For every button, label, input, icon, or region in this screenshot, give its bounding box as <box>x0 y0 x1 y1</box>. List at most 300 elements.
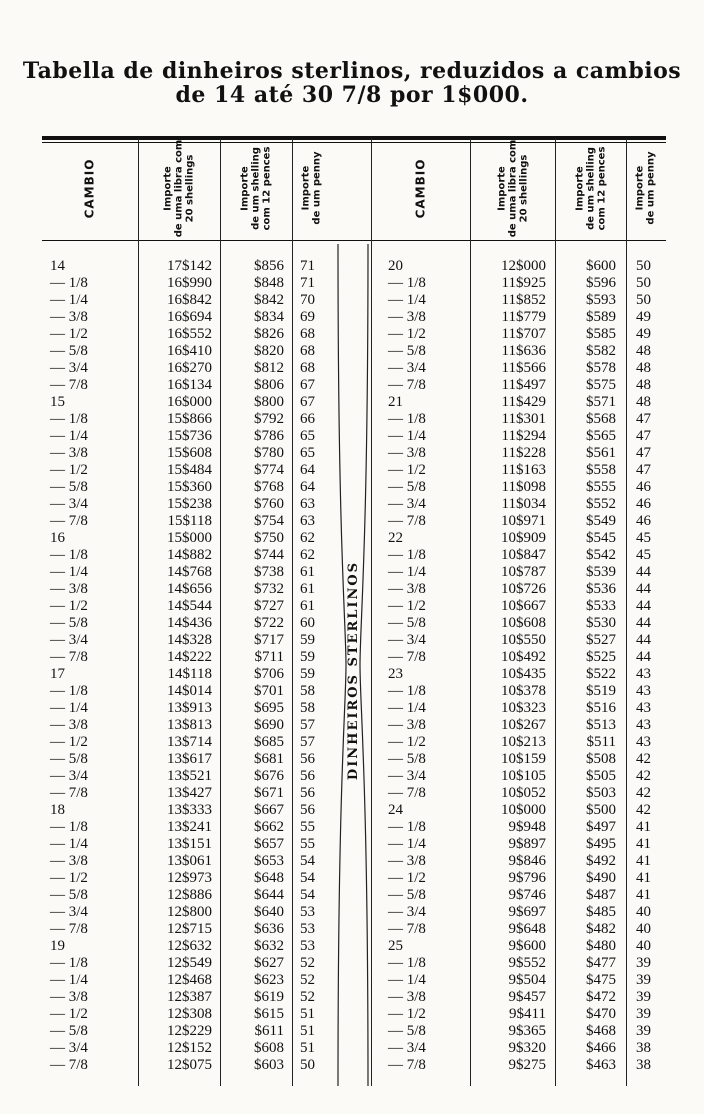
shelling-value-cell: $525 <box>586 649 616 665</box>
shelling-value-cell: $585 <box>586 326 616 342</box>
libra-value-cell: 14$436 <box>167 615 212 631</box>
shelling-value-cell: $582 <box>586 343 616 359</box>
shelling-value-cell: $472 <box>586 989 616 1005</box>
header-cambio-left <box>42 138 138 238</box>
libra-value-cell: 9$846 <box>508 853 546 869</box>
libra-value-cell: 12$632 <box>167 938 212 954</box>
penny-value-cell: 43 <box>636 683 651 699</box>
header-cambio-label: CAMBIO <box>412 158 427 218</box>
shelling-value-cell: $671 <box>254 785 284 801</box>
libra-value-cell: 13$714 <box>167 734 212 750</box>
penny-value-cell: 46 <box>636 513 651 529</box>
cambio-cell: — 3/4 <box>388 904 426 920</box>
libra-value-cell: 10$213 <box>501 734 546 750</box>
libra-value-cell: 12$549 <box>167 955 212 971</box>
cambio-cell: — 1/8 <box>50 955 88 971</box>
column-divider <box>220 138 221 1086</box>
cambio-cell: — 3/4 <box>388 1040 426 1056</box>
libra-value-cell: 11$497 <box>501 377 546 393</box>
shelling-value-cell: $681 <box>254 751 284 767</box>
libra-value-cell: 9$948 <box>508 819 546 835</box>
penny-value-cell: 64 <box>300 462 315 478</box>
cambio-cell: 25 <box>388 938 403 954</box>
penny-value-cell: 48 <box>636 343 651 359</box>
penny-value-cell: 61 <box>300 598 315 614</box>
shelling-value-cell: $685 <box>254 734 284 750</box>
header-libra-left <box>138 138 220 238</box>
libra-value-cell: 10$787 <box>501 564 546 580</box>
penny-value-cell: 57 <box>300 734 315 750</box>
cambio-cell: — 5/8 <box>388 887 426 903</box>
libra-value-cell: 14$118 <box>167 666 212 682</box>
libra-value-cell: 13$617 <box>167 751 212 767</box>
libra-value-cell: 11$228 <box>501 445 546 461</box>
cambio-cell: — 3/4 <box>388 360 426 376</box>
penny-value-cell: 43 <box>636 666 651 682</box>
penny-value-cell: 62 <box>300 547 315 563</box>
cambio-cell: — 3/8 <box>50 445 88 461</box>
penny-value-cell: 70 <box>300 292 315 308</box>
shelling-value-cell: $848 <box>254 275 284 291</box>
shelling-value-cell: $800 <box>254 394 284 410</box>
shelling-value-cell: $690 <box>254 717 284 733</box>
libra-value-cell: 9$600 <box>508 938 546 954</box>
libra-value-cell: 9$504 <box>508 972 546 988</box>
cambio-cell: — 1/4 <box>50 428 88 444</box>
cambio-cell: — 1/4 <box>388 564 426 580</box>
cambio-cell: — 5/8 <box>388 1023 426 1039</box>
shelling-value-cell: $662 <box>254 819 284 835</box>
header-libra-line: Importe <box>162 165 174 211</box>
cambio-cell: — 1/2 <box>388 734 426 750</box>
header-penny-line: de um penny <box>312 151 324 225</box>
cambio-cell: — 1/2 <box>50 870 88 886</box>
shelling-value-cell: $792 <box>254 411 284 427</box>
shelling-value-cell: $727 <box>254 598 284 614</box>
shelling-value-cell: $497 <box>586 819 616 835</box>
penny-value-cell: 51 <box>300 1040 315 1056</box>
libra-value-cell: 12$886 <box>167 887 212 903</box>
penny-value-cell: 56 <box>300 785 315 801</box>
libra-value-cell: 15$608 <box>167 445 212 461</box>
cambio-cell: — 3/8 <box>50 717 88 733</box>
libra-value-cell: 17$142 <box>167 258 212 274</box>
penny-value-cell: 38 <box>636 1040 651 1056</box>
libra-value-cell: 9$275 <box>508 1057 546 1073</box>
shelling-value-cell: $667 <box>254 802 284 818</box>
shelling-value-cell: $644 <box>254 887 284 903</box>
libra-value-cell: 13$061 <box>167 853 212 869</box>
penny-value-cell: 44 <box>636 649 651 665</box>
libra-value-cell: 9$697 <box>508 904 546 920</box>
libra-value-cell: 14$656 <box>167 581 212 597</box>
table-title-line-1: Tabella de dinheiros sterlinos, reduzidos a cambios <box>22 58 682 84</box>
penny-value-cell: 59 <box>300 649 315 665</box>
penny-value-cell: 47 <box>636 462 651 478</box>
libra-value-cell: 16$134 <box>167 377 212 393</box>
header-shelling-line: Importe <box>574 165 586 211</box>
shelling-value-cell: $754 <box>254 513 284 529</box>
libra-value-cell: 15$866 <box>167 411 212 427</box>
cambio-cell: — 3/4 <box>50 768 88 784</box>
shelling-value-cell: $533 <box>586 598 616 614</box>
penny-value-cell: 53 <box>300 921 315 937</box>
penny-value-cell: 44 <box>636 615 651 631</box>
penny-value-cell: 54 <box>300 870 315 886</box>
cambio-cell: — 1/8 <box>388 955 426 971</box>
libra-value-cell: 10$435 <box>501 666 546 682</box>
libra-value-cell: 12$075 <box>167 1057 212 1073</box>
libra-value-cell: 10$847 <box>501 547 546 563</box>
header-shelling-line: com 12 pences <box>596 146 608 230</box>
penny-value-cell: 43 <box>636 734 651 750</box>
cambio-cell: — 3/8 <box>50 853 88 869</box>
shelling-value-cell: $536 <box>586 581 616 597</box>
shelling-value-cell: $575 <box>586 377 616 393</box>
cambio-cell: — 1/8 <box>50 547 88 563</box>
shelling-value-cell: $545 <box>586 530 616 546</box>
shelling-value-cell: $780 <box>254 445 284 461</box>
libra-value-cell: 12$715 <box>167 921 212 937</box>
shelling-value-cell: $568 <box>586 411 616 427</box>
libra-value-cell: 9$897 <box>508 836 546 852</box>
libra-value-cell: 10$909 <box>501 530 546 546</box>
cambio-cell: — 1/4 <box>388 972 426 988</box>
shelling-value-cell: $511 <box>586 734 616 750</box>
penny-value-cell: 43 <box>636 700 651 716</box>
table-title-line-2: de 14 até 30 7/8 por 1$000. <box>175 82 529 108</box>
shelling-value-cell: $744 <box>254 547 284 563</box>
shelling-value-cell: $611 <box>254 1023 284 1039</box>
shelling-value-cell: $760 <box>254 496 284 512</box>
penny-value-cell: 55 <box>300 836 315 852</box>
libra-value-cell: 13$241 <box>167 819 212 835</box>
penny-value-cell: 39 <box>636 955 651 971</box>
libra-value-cell: 10$550 <box>501 632 546 648</box>
shelling-value-cell: $503 <box>586 785 616 801</box>
shelling-value-cell: $475 <box>586 972 616 988</box>
cambio-cell: — 7/8 <box>50 377 88 393</box>
cambio-cell: — 1/2 <box>388 326 426 342</box>
shelling-value-cell: $619 <box>254 989 284 1005</box>
libra-value-cell: 11$098 <box>501 479 546 495</box>
libra-value-cell: 12$152 <box>167 1040 212 1056</box>
libra-value-cell: 15$484 <box>167 462 212 478</box>
libra-value-cell: 10$105 <box>501 768 546 784</box>
penny-value-cell: 45 <box>636 547 651 563</box>
cambio-cell: — 1/2 <box>388 462 426 478</box>
penny-value-cell: 53 <box>300 904 315 920</box>
cambio-cell: — 5/8 <box>50 1023 88 1039</box>
penny-value-cell: 45 <box>636 530 651 546</box>
cambio-cell: — 1/8 <box>388 683 426 699</box>
libra-value-cell: 16$410 <box>167 343 212 359</box>
penny-value-cell: 67 <box>300 394 315 410</box>
shelling-value-cell: $495 <box>586 836 616 852</box>
libra-value-cell: 14$544 <box>167 598 212 614</box>
penny-value-cell: 60 <box>300 615 315 631</box>
cambio-cell: 17 <box>50 666 65 682</box>
shelling-value-cell: $826 <box>254 326 284 342</box>
cambio-cell: 15 <box>50 394 65 410</box>
libra-value-cell: 13$813 <box>167 717 212 733</box>
libra-value-cell: 10$267 <box>501 717 546 733</box>
libra-value-cell: 10$323 <box>501 700 546 716</box>
shelling-value-cell: $492 <box>586 853 616 869</box>
header-cambio-label: CAMBIO <box>82 158 97 218</box>
cambio-cell: — 3/8 <box>50 581 88 597</box>
penny-value-cell: 69 <box>300 309 315 325</box>
shelling-value-cell: $539 <box>586 564 616 580</box>
shelling-value-cell: $615 <box>254 1006 284 1022</box>
shelling-value-cell: $722 <box>254 615 284 631</box>
libra-value-cell: 16$842 <box>167 292 212 308</box>
cambio-cell: — 1/2 <box>388 870 426 886</box>
header-penny-line: Importe <box>301 165 313 211</box>
libra-value-cell: 15$238 <box>167 496 212 512</box>
libra-value-cell: 10$608 <box>501 615 546 631</box>
penny-value-cell: 38 <box>636 1057 651 1073</box>
libra-value-cell: 9$746 <box>508 887 546 903</box>
cambio-cell: — 1/2 <box>50 598 88 614</box>
shelling-value-cell: $657 <box>254 836 284 852</box>
header-shelling-right <box>555 138 626 238</box>
cambio-cell: — 5/8 <box>50 887 88 903</box>
libra-value-cell: 10$052 <box>501 785 546 801</box>
cambio-cell: — 5/8 <box>388 479 426 495</box>
libra-value-cell: 13$521 <box>167 768 212 784</box>
cambio-cell: — 3/8 <box>50 989 88 1005</box>
libra-value-cell: 14$882 <box>167 547 212 563</box>
libra-value-cell: 16$552 <box>167 326 212 342</box>
penny-value-cell: 43 <box>636 717 651 733</box>
shelling-value-cell: $561 <box>586 445 616 461</box>
libra-value-cell: 15$118 <box>167 513 212 529</box>
penny-value-cell: 71 <box>300 275 315 291</box>
libra-value-cell: 9$411 <box>509 1006 546 1022</box>
penny-value-cell: 44 <box>636 564 651 580</box>
libra-value-cell: 9$552 <box>508 955 546 971</box>
penny-value-cell: 68 <box>300 326 315 342</box>
header-penny-left <box>292 138 332 238</box>
penny-value-cell: 51 <box>300 1023 315 1039</box>
penny-value-cell: 54 <box>300 887 315 903</box>
shelling-value-cell: $463 <box>586 1057 616 1073</box>
cambio-cell: — 1/4 <box>50 972 88 988</box>
libra-value-cell: 12$973 <box>167 870 212 886</box>
cambio-cell: — 7/8 <box>388 785 426 801</box>
header-shelling-line: com 12 pences <box>261 146 273 230</box>
cambio-cell: — 1/4 <box>50 292 88 308</box>
cambio-cell: — 3/4 <box>50 1040 88 1056</box>
cambio-cell: — 5/8 <box>50 343 88 359</box>
shelling-value-cell: $653 <box>254 853 284 869</box>
cambio-cell: 19 <box>50 938 65 954</box>
penny-value-cell: 56 <box>300 751 315 767</box>
cambio-cell: — 3/8 <box>50 309 88 325</box>
penny-value-cell: 66 <box>300 411 315 427</box>
shelling-value-cell: $500 <box>586 802 616 818</box>
penny-value-cell: 39 <box>636 1006 651 1022</box>
shelling-value-cell: $552 <box>586 496 616 512</box>
cambio-cell: — 7/8 <box>388 649 426 665</box>
penny-value-cell: 50 <box>636 275 651 291</box>
penny-value-cell: 41 <box>636 819 651 835</box>
libra-value-cell: 9$457 <box>508 989 546 1005</box>
libra-value-cell: 16$694 <box>167 309 212 325</box>
cambio-cell: — 1/2 <box>50 326 88 342</box>
penny-value-cell: 47 <box>636 445 651 461</box>
penny-value-cell: 58 <box>300 683 315 699</box>
header-libra-line: de uma libra com <box>173 139 185 237</box>
libra-value-cell: 13$913 <box>167 700 212 716</box>
libra-value-cell: 11$566 <box>501 360 546 376</box>
cambio-cell: — 5/8 <box>388 343 426 359</box>
penny-value-cell: 67 <box>300 377 315 393</box>
shelling-value-cell: $578 <box>586 360 616 376</box>
penny-value-cell: 71 <box>300 258 315 274</box>
shelling-value-cell: $549 <box>586 513 616 529</box>
libra-value-cell: 14$328 <box>167 632 212 648</box>
penny-value-cell: 68 <box>300 360 315 376</box>
penny-value-cell: 42 <box>636 768 651 784</box>
penny-value-cell: 64 <box>300 479 315 495</box>
shelling-value-cell: $711 <box>254 649 284 665</box>
shelling-value-cell: $508 <box>586 751 616 767</box>
penny-value-cell: 48 <box>636 360 651 376</box>
cambio-cell: — 1/8 <box>50 411 88 427</box>
libra-value-cell: 11$034 <box>501 496 546 512</box>
cambio-cell: — 3/8 <box>388 445 426 461</box>
shelling-value-cell: $589 <box>586 309 616 325</box>
shelling-value-cell: $732 <box>254 581 284 597</box>
penny-value-cell: 52 <box>300 972 315 988</box>
libra-value-cell: 12$800 <box>167 904 212 920</box>
penny-value-cell: 47 <box>636 411 651 427</box>
cambio-cell: — 1/8 <box>50 275 88 291</box>
penny-value-cell: 51 <box>300 1006 315 1022</box>
libra-value-cell: 16$270 <box>167 360 212 376</box>
libra-value-cell: 12$308 <box>167 1006 212 1022</box>
libra-value-cell: 9$796 <box>508 870 546 886</box>
cambio-cell: — 7/8 <box>50 1057 88 1073</box>
libra-value-cell: 11$779 <box>501 309 546 325</box>
cambio-cell: — 1/4 <box>388 428 426 444</box>
libra-value-cell: 15$000 <box>167 530 212 546</box>
libra-value-cell: 9$320 <box>508 1040 546 1056</box>
shelling-value-cell: $636 <box>254 921 284 937</box>
penny-value-cell: 50 <box>636 292 651 308</box>
penny-value-cell: 42 <box>636 785 651 801</box>
penny-value-cell: 65 <box>300 445 315 461</box>
penny-value-cell: 41 <box>636 836 651 852</box>
shelling-value-cell: $490 <box>586 870 616 886</box>
shelling-value-cell: $505 <box>586 768 616 784</box>
libra-value-cell: 10$159 <box>501 751 546 767</box>
libra-value-cell: 12$468 <box>167 972 212 988</box>
shelling-value-cell: $596 <box>586 275 616 291</box>
header-libra-line: Importe <box>496 165 507 211</box>
cambio-cell: — 7/8 <box>388 1057 426 1073</box>
cambio-cell: — 7/8 <box>388 377 426 393</box>
penny-value-cell: 39 <box>636 989 651 1005</box>
libra-value-cell: 10$667 <box>501 598 546 614</box>
header-libra-line: 20 shellings <box>184 154 196 222</box>
libra-value-cell: 12$229 <box>167 1023 212 1039</box>
penny-value-cell: 44 <box>636 598 651 614</box>
cambio-cell: — 7/8 <box>388 513 426 529</box>
libra-value-cell: 10$000 <box>501 802 546 818</box>
libra-value-cell: 13$333 <box>167 802 212 818</box>
penny-value-cell: 40 <box>636 904 651 920</box>
cambio-cell: — 5/8 <box>50 615 88 631</box>
penny-value-cell: 47 <box>636 428 651 444</box>
libra-value-cell: 10$492 <box>501 649 546 665</box>
penny-value-cell: 40 <box>636 938 651 954</box>
cambio-cell: — 3/4 <box>388 768 426 784</box>
cambio-cell: — 7/8 <box>50 785 88 801</box>
header-shelling-line: de um shelling <box>250 146 262 230</box>
shelling-value-cell: $600 <box>586 258 616 274</box>
penny-value-cell: 63 <box>300 496 315 512</box>
libra-value-cell: 14$014 <box>167 683 212 699</box>
header-shelling-line: de um shelling <box>585 146 597 230</box>
shelling-value-cell: $820 <box>254 343 284 359</box>
penny-value-cell: 52 <box>300 955 315 971</box>
header-penny-line: Importe <box>635 165 647 211</box>
cambio-cell: — 3/8 <box>388 309 426 325</box>
libra-value-cell: 15$736 <box>167 428 212 444</box>
penny-value-cell: 39 <box>636 1023 651 1039</box>
shelling-value-cell: $695 <box>254 700 284 716</box>
shelling-value-cell: $555 <box>586 479 616 495</box>
cambio-cell: 24 <box>388 802 403 818</box>
penny-value-cell: 52 <box>300 989 315 1005</box>
penny-value-cell: 41 <box>636 870 651 886</box>
libra-value-cell: 14$222 <box>167 649 212 665</box>
penny-value-cell: 68 <box>300 343 315 359</box>
penny-value-cell: 42 <box>636 802 651 818</box>
penny-value-cell: 46 <box>636 479 651 495</box>
column-divider <box>138 138 139 1086</box>
libra-value-cell: 11$429 <box>501 394 546 410</box>
cambio-cell: — 1/2 <box>50 1006 88 1022</box>
shelling-value-cell: $593 <box>586 292 616 308</box>
penny-value-cell: 63 <box>300 513 315 529</box>
shelling-value-cell: $558 <box>586 462 616 478</box>
cambio-cell: — 1/2 <box>50 462 88 478</box>
libra-value-cell: 11$707 <box>501 326 546 342</box>
cambio-cell: — 5/8 <box>50 479 88 495</box>
shelling-value-cell: $623 <box>254 972 284 988</box>
penny-value-cell: 59 <box>300 666 315 682</box>
libra-value-cell: 16$000 <box>167 394 212 410</box>
shelling-value-cell: $608 <box>254 1040 284 1056</box>
header-shelling-line: Importe <box>239 165 251 211</box>
shelling-value-cell: $522 <box>586 666 616 682</box>
penny-value-cell: 49 <box>636 309 651 325</box>
libra-value-cell: 12$387 <box>167 989 212 1005</box>
cambio-cell: 18 <box>50 802 65 818</box>
penny-value-cell: 50 <box>300 1057 315 1073</box>
penny-value-cell: 41 <box>636 853 651 869</box>
shelling-value-cell: $487 <box>586 887 616 903</box>
libra-value-cell: 11$301 <box>501 411 546 427</box>
shelling-value-cell: $640 <box>254 904 284 920</box>
penny-value-cell: 56 <box>300 802 315 818</box>
column-divider <box>292 138 293 1086</box>
shelling-value-cell: $482 <box>586 921 616 937</box>
